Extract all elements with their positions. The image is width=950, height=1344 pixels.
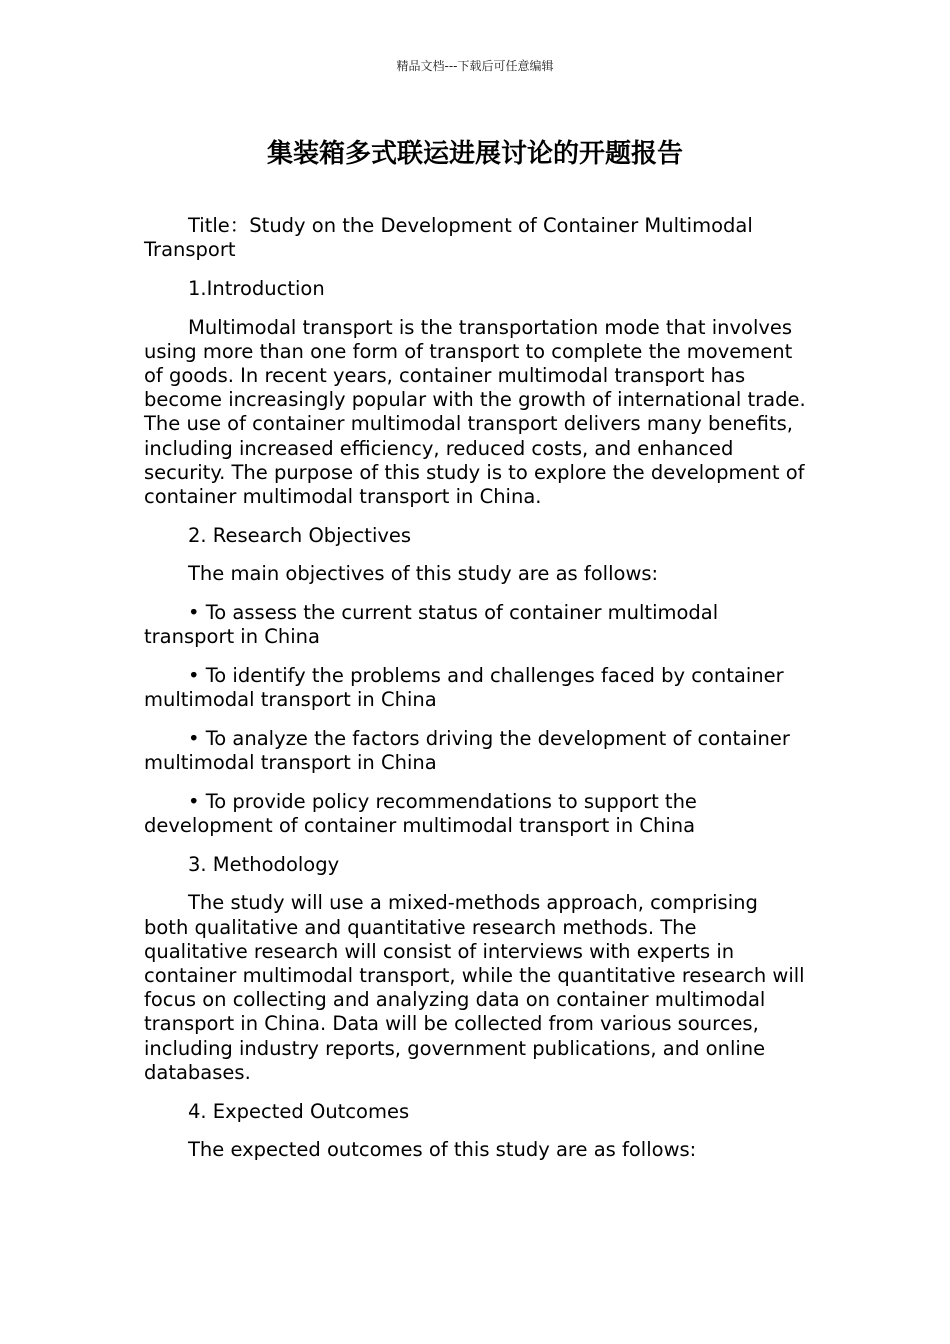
section-heading-introduction: 1.Introduction <box>188 276 325 300</box>
objectives-intro: The main objectives of this study are as follows: <box>188 562 659 586</box>
methodology-paragraph: The study will use a mixed-methods approach, comprising both qualitative and quantitative research methods. The qualitative research will consist of interviews with experts in container multimodal transport, while the quantitative research will focus on collecting and analyzing data on container multimodal transport in China. Data will be collected from various sources, including industry reports, government publications, and online databases. <box>144 891 805 1084</box>
section-heading-methodology: 3. Methodology <box>188 852 340 876</box>
header-note: 精品文档---下载后可任意编辑 <box>396 59 554 73</box>
document-title: 集装箱多式联运进展讨论的开题报告 <box>266 139 683 169</box>
section-heading-outcomes: 4. Expected Outcomes <box>188 1099 410 1123</box>
document-body <box>144 214 806 1177</box>
introduction-paragraph: Multimodal transport is the transportation mode that involves using more than one form of transport to complete the movement of goods. In recent years, container multimodal transport has become increasingly popular with the growth of international trade. The use of container multimodal transport delivers many benefits, including increased efficiency, reduced costs, and enhanced security. The purpose of this study is to explore the development of container multimodal transport in China. <box>144 315 806 509</box>
objective-item: • To analyze the factors driving the development of container multimodal transport in China <box>144 726 790 775</box>
objective-item: • To assess the current status of container multimodal transport in China <box>144 601 719 649</box>
title-line: Title：Study on the Development of Container Multimodal Transport <box>144 214 753 262</box>
objective-item: • To provide policy recommendations to support the development of container multimodal transport in China <box>144 789 697 838</box>
objective-item: • To identify the problems and challenges faced by container multimodal transport in China <box>144 664 784 712</box>
outcomes-intro: The expected outcomes of this study are as follows: <box>188 1138 697 1162</box>
section-heading-objectives: 2. Research Objectives <box>188 523 412 547</box>
